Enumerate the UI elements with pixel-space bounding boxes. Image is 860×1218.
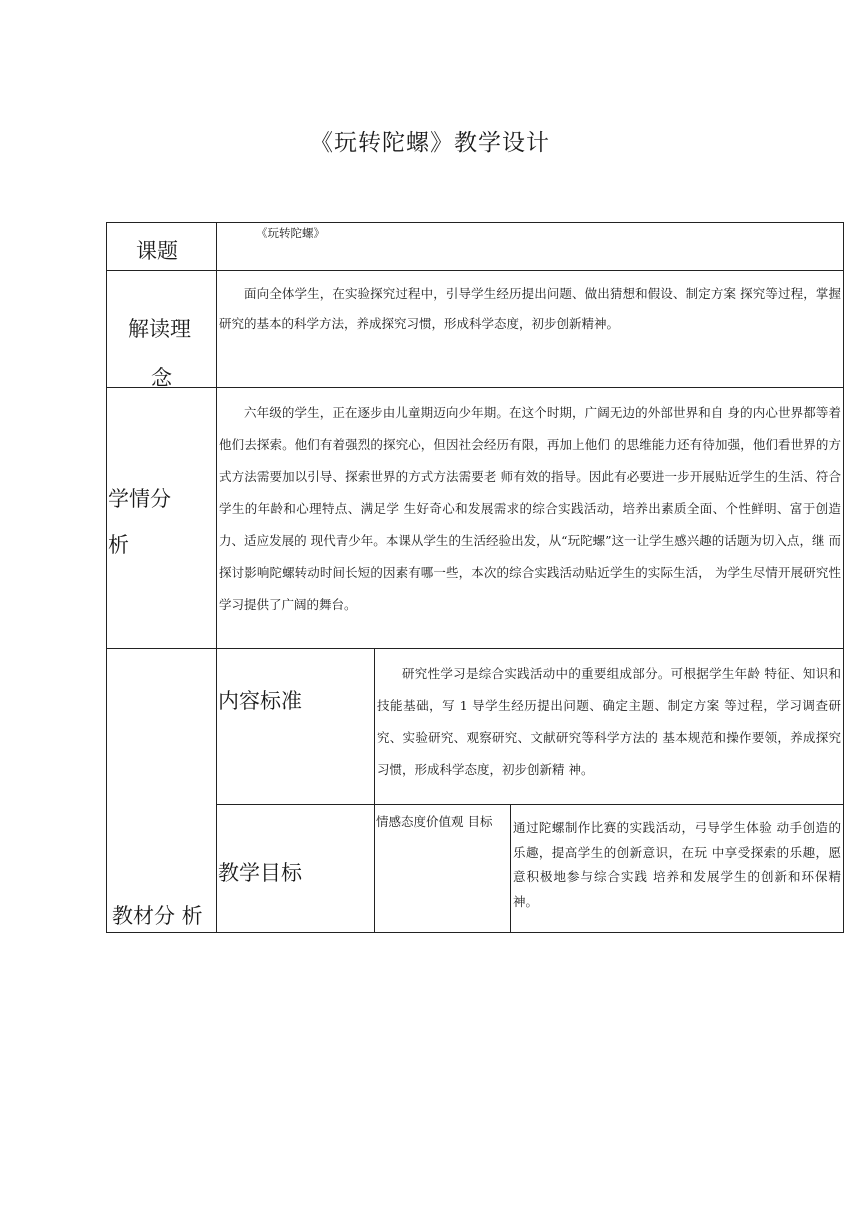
- topic-value: 《玩转陀螺》: [256, 226, 325, 240]
- goal-text: 通过陀螺制作比赛的实践活动，弓导学生体验 动手创造的乐趣，提高学生的创新意识，在玩 中享受探索的乐趣，愿意积极地参与综合实践 培养和发展学生的创新和环保精神。: [513, 820, 841, 909]
- goal-sublabel: 情感态度价值观 目标: [376, 814, 493, 829]
- material-row-divider: [216, 804, 844, 805]
- document-title: 《玩转陀螺》教学设计: [310, 130, 550, 156]
- content-standard-text: 研究性学习是综合实践活动中的重要组成部分。可根据学生年龄 特征、知识和技能基础，写 1 导学生经历提出问题、确定主题、制定方案 等过程，学习调查研究、实验研究、观察研究、文献研究等科学方法的 基本规范和操作要领，养成探究习惯，形成科学态度，初步创新精 神。: [377, 666, 841, 777]
- students-label-line2: 析: [108, 533, 129, 557]
- students-text: 六年级的学生，正在逐步由儿童期迈向少年期。在这个时期，广阔无边的外部世界和自 身的内心世界都等着他们去探索。他们有着强烈的探究心，但因社会经历有限，再加上他们 的思维能力还有待加强，他们看世界的方式方法需要加以引导、探索世界的方式方法需要老 师有效的指导。因此有必要进一步开展贴近学生的生活、符合学生的年龄和心理特点、满足学 生好奇心和发展需求的综合实践活动，培养出素质全面、个性鲜明、富于创造力、适应发展的 现代青少年。本课从学生的生活经验出发，从“玩陀螺”这一让学生感兴趣的话题为切入点，继 而探讨影响陀螺转动时间长短的因素有哪一些，本次的综合实践活动贴近学生的实际生活， 为学生尽情开展研究性学习提供了广阔的舞台。: [219, 405, 841, 612]
- topic-label: 课题: [136, 239, 178, 263]
- lesson-plan-table: [106, 222, 844, 933]
- row-divider-1: [106, 270, 844, 271]
- row-divider-3: [106, 648, 844, 649]
- table-border-left: [106, 222, 107, 933]
- teaching-goal-label: 教学目标: [218, 861, 302, 885]
- table-border-right: [843, 222, 844, 933]
- content-standard-label: 内容标准: [218, 689, 302, 713]
- concept-text: 面向全体学生，在实验探究过程中，引导学生经历提出问题、做出猜想和假设、制定方案 探究等过程，掌握研究的基本的科学方法，养成探究习惯，形成科学态度，初步创新精神。: [219, 286, 841, 331]
- students-label-line1: 学情分: [108, 487, 171, 511]
- concept-label-line1: 解读理: [128, 317, 191, 341]
- row-divider-2: [106, 387, 844, 388]
- concept-label-line2: 念: [151, 366, 172, 390]
- material-label: 教材分 析: [112, 904, 203, 928]
